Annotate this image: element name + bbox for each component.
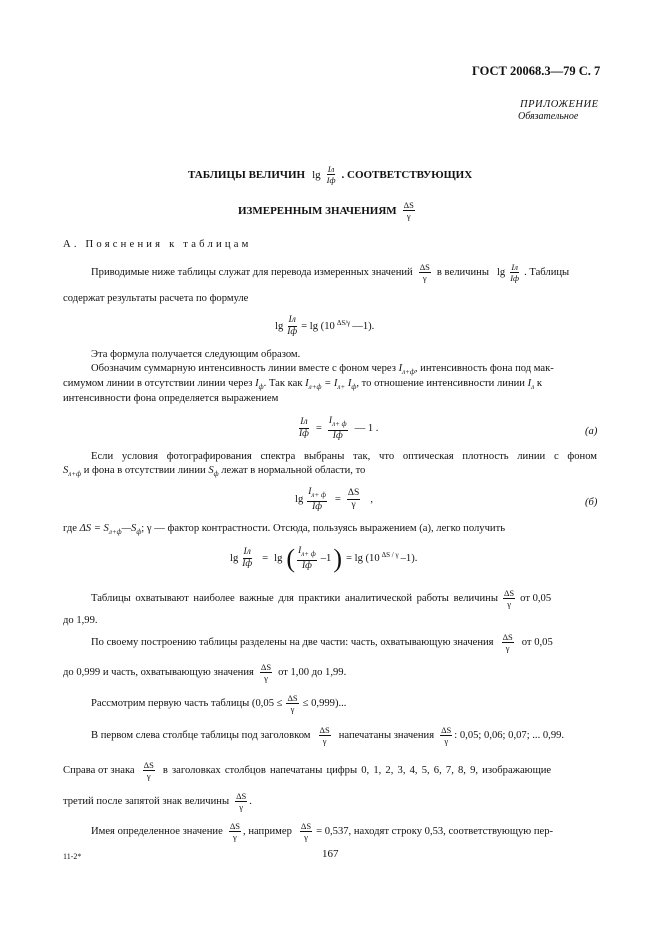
den: γ [146, 771, 151, 781]
formula-1 [275, 315, 374, 338]
intensity-fraction [509, 262, 520, 283]
footer-signature: 11-2* [63, 852, 82, 861]
paragraph-1-line-1 [91, 262, 569, 283]
tail: —1). [352, 320, 375, 332]
text: от 0,05 [520, 592, 552, 604]
ds-gamma-fraction [503, 588, 515, 609]
den: γ [290, 704, 295, 714]
den: Iф [287, 327, 298, 337]
ds-numerator: ΔS [403, 200, 414, 210]
paragraph-7-line-1 [91, 632, 553, 653]
den: γ [304, 832, 308, 842]
equals: = [262, 552, 269, 564]
minus-one: — 1 . [354, 422, 379, 434]
ds-gamma-fraction [143, 760, 155, 781]
den: Iф [332, 430, 343, 441]
left-paren: ( [286, 543, 296, 573]
num: ΔS [441, 725, 452, 735]
intensity-fraction [298, 417, 310, 440]
lg: lg [274, 552, 283, 564]
text: ≤ 0,999)... [302, 697, 347, 709]
title-fraction [326, 164, 337, 185]
paragraph-8 [91, 693, 346, 714]
den: γ [239, 802, 244, 812]
text: По своему построению таблицы разделены на две части: часть, охватывающую значения [91, 636, 494, 648]
i-sum: $I_{л+ф}$ [398, 363, 415, 377]
ds-gamma-fraction [419, 262, 431, 283]
lg: lg [496, 266, 506, 278]
text: до 0,999 и часть, охватывающую значения [63, 666, 254, 678]
text: к [536, 378, 543, 389]
title-text-right: . СООТВЕТСТВУЮЩИХ [341, 168, 473, 181]
den: Iф [510, 273, 520, 283]
ds-gamma-fraction [229, 821, 241, 842]
i-equation: $I_{л+ф} = I_{л+}$ $I_ф$ [305, 378, 357, 392]
den: γ [322, 736, 327, 746]
num: ΔS [236, 791, 247, 801]
text: , то отношение интенсивности линии [356, 378, 525, 389]
den: Iф [299, 429, 309, 440]
num: ΔS [229, 821, 241, 831]
text: Обозначим суммарную интенсивность линии вместе с фоном через [91, 363, 396, 374]
ds-gamma-fraction [260, 662, 272, 683]
paragraph-6-line-2: до 1,99. [63, 615, 98, 626]
num: ΔS [143, 760, 154, 770]
paragraph-7-line-2 [63, 662, 346, 683]
paragraph-5 [63, 522, 505, 539]
formula-b-label: (б) [585, 497, 598, 508]
title-line-2-text: ИЗМЕРЕННЫМ ЗНАЧЕНИЯМ [238, 204, 397, 217]
i-line: $I_л$ [527, 378, 535, 392]
den: γ [351, 500, 356, 511]
section-heading: А. Пояснения к таблицам [63, 239, 252, 250]
appendix-label: ПРИЛОЖЕНИЕ [520, 99, 599, 110]
title-text-left: ТАБЛИЦЫ ВЕЛИЧИН [188, 168, 306, 181]
formula-a-label: (а) [585, 426, 598, 437]
ds-gamma-fraction [319, 725, 331, 746]
text: . Таблицы [524, 266, 570, 278]
paragraph-6-line-1 [91, 588, 551, 609]
equals: = [315, 422, 322, 434]
ds-gamma-fraction [502, 632, 514, 653]
num: ΔS [300, 821, 312, 831]
text: . Так как [263, 378, 303, 389]
delta-s-def: $\Delta S = S_{л+ф}—S_ф$ [79, 523, 142, 537]
num: ΔS [319, 725, 330, 735]
gamma-denominator: γ [406, 211, 411, 221]
text: в заголовках столбцов напечатаны цифры 0, 1, 2, 3, 4, 5, 6, 7, 8, 9, изображающие [162, 764, 552, 776]
title-line-2 [238, 200, 417, 221]
den: Iф [312, 501, 323, 512]
document-code: ГОСТ 20068.3—79 С. 7 [472, 64, 601, 78]
appendix-status: Обязательное [518, 111, 579, 122]
lg: lg [275, 320, 284, 332]
exponent: ΔS / γ [381, 550, 399, 559]
num: $I_{л+ ф}$ [297, 546, 317, 561]
title-ds-fraction [403, 200, 415, 221]
paragraph-2: Эта формула получается следующим образом. [91, 349, 301, 360]
text: от 0,05 [521, 636, 553, 648]
den: γ [422, 273, 427, 283]
minus-one: –1 [320, 552, 332, 564]
num: ΔS [419, 262, 430, 272]
den: Iф [301, 560, 312, 571]
text: Справа от знака [63, 764, 135, 776]
sum-fraction [307, 487, 327, 513]
text: лежат в нормальной области, то [221, 465, 366, 476]
i-bg: $I_ф$ [255, 378, 264, 392]
text: Таблицы охватывают наиболее важные для практики аналитической работы величины [91, 592, 498, 604]
fraction-numerator: Iл [327, 164, 335, 174]
equals: = [334, 493, 341, 505]
tail: = lg (10 [346, 552, 380, 564]
title-line-1 [188, 164, 472, 185]
title-lg: lg [312, 168, 321, 181]
num: ΔS [347, 488, 360, 499]
paragraph-11 [91, 821, 553, 842]
text: ; γ — фактор контрастности. Отсюда, пользуясь выражением (а), легко получить [141, 523, 506, 534]
paragraph-1-line-2: содержат результаты расчета по формуле [63, 293, 249, 304]
den: γ [444, 736, 449, 746]
text: в величины [436, 266, 489, 278]
end: –1). [400, 552, 418, 564]
text: Рассмотрим первую часть таблицы (0,05 ≤ [91, 697, 283, 709]
s-sum: $S_{л+ф}$ [63, 465, 82, 479]
text: , интенсивность фона под мак- [414, 363, 554, 374]
paragraph-10-line-1 [63, 760, 551, 781]
num: Iл [300, 417, 308, 428]
formula-a [296, 416, 378, 442]
formula-3 [230, 543, 418, 573]
paragraph-4-line-1: Если условия фотографирования спектра выбраны так, что оптическая плотность линии с фоном [91, 451, 597, 462]
text: Приводимые ниже таблицы служат для перевода измеренных значений [91, 266, 413, 278]
text: = 0,537, находят строку 0,53, соответствующую пер- [316, 825, 554, 837]
num: $I_{л+ ф}$ [307, 487, 327, 502]
paragraph-10-line-2 [63, 791, 252, 812]
page-number: 167 [322, 848, 339, 860]
num: ΔS [502, 632, 513, 642]
text: третий после запятой знак величины [63, 795, 230, 807]
paragraph-9 [91, 725, 564, 746]
paragraph-3-line-3: интенсивности фона определяется выражением [63, 393, 279, 404]
text: В первом слева столбце таблицы под заголовком [91, 729, 311, 741]
text: , например [243, 825, 292, 837]
intensity-fraction [241, 547, 253, 570]
num: Iл [288, 315, 296, 325]
exponent: ΔS/γ [336, 318, 351, 327]
lg: lg [295, 493, 304, 505]
num: ΔS [287, 693, 298, 703]
text: напечатаны значения [338, 729, 435, 741]
sum-fraction [297, 546, 317, 572]
text: : 0,05; 0,06; 0,07; ... 0,99. [454, 729, 565, 741]
den: Iф [242, 559, 253, 570]
ds-gamma-fraction [440, 725, 452, 746]
num: ΔS [260, 662, 272, 672]
text: от 1,00 до 1,99. [278, 666, 347, 678]
ds-gamma-fraction [347, 488, 360, 511]
rhs: = lg (10 [301, 320, 335, 332]
ds-gamma-fraction [300, 821, 312, 842]
den: γ [505, 643, 510, 653]
ds-gamma-fraction [286, 693, 298, 714]
den: γ [233, 832, 237, 842]
text: где [63, 523, 77, 534]
ds-gamma-fraction [235, 791, 247, 812]
text: симумом линии в отсутствии линии через [63, 378, 253, 389]
text: и фона в отсутствии линии [83, 465, 206, 476]
num: ΔS [503, 588, 515, 598]
text: . [249, 795, 252, 807]
text: Имея определенное значение [91, 825, 223, 837]
num: Iл [243, 547, 251, 558]
formula-b [295, 487, 373, 513]
fraction-denominator: Iф [326, 175, 336, 185]
sum-fraction [328, 416, 348, 442]
lg: lg [230, 552, 239, 564]
right-paren: ) [333, 543, 343, 573]
s-bg: $S_ф$ [208, 465, 219, 479]
intensity-fraction [286, 315, 298, 338]
den: γ [264, 673, 268, 683]
num: $I_{л+ ф}$ [328, 416, 348, 431]
paragraph-4-line-2 [63, 464, 365, 481]
comma: , [370, 493, 373, 505]
num: Iл [511, 262, 518, 272]
den: γ [507, 599, 511, 609]
